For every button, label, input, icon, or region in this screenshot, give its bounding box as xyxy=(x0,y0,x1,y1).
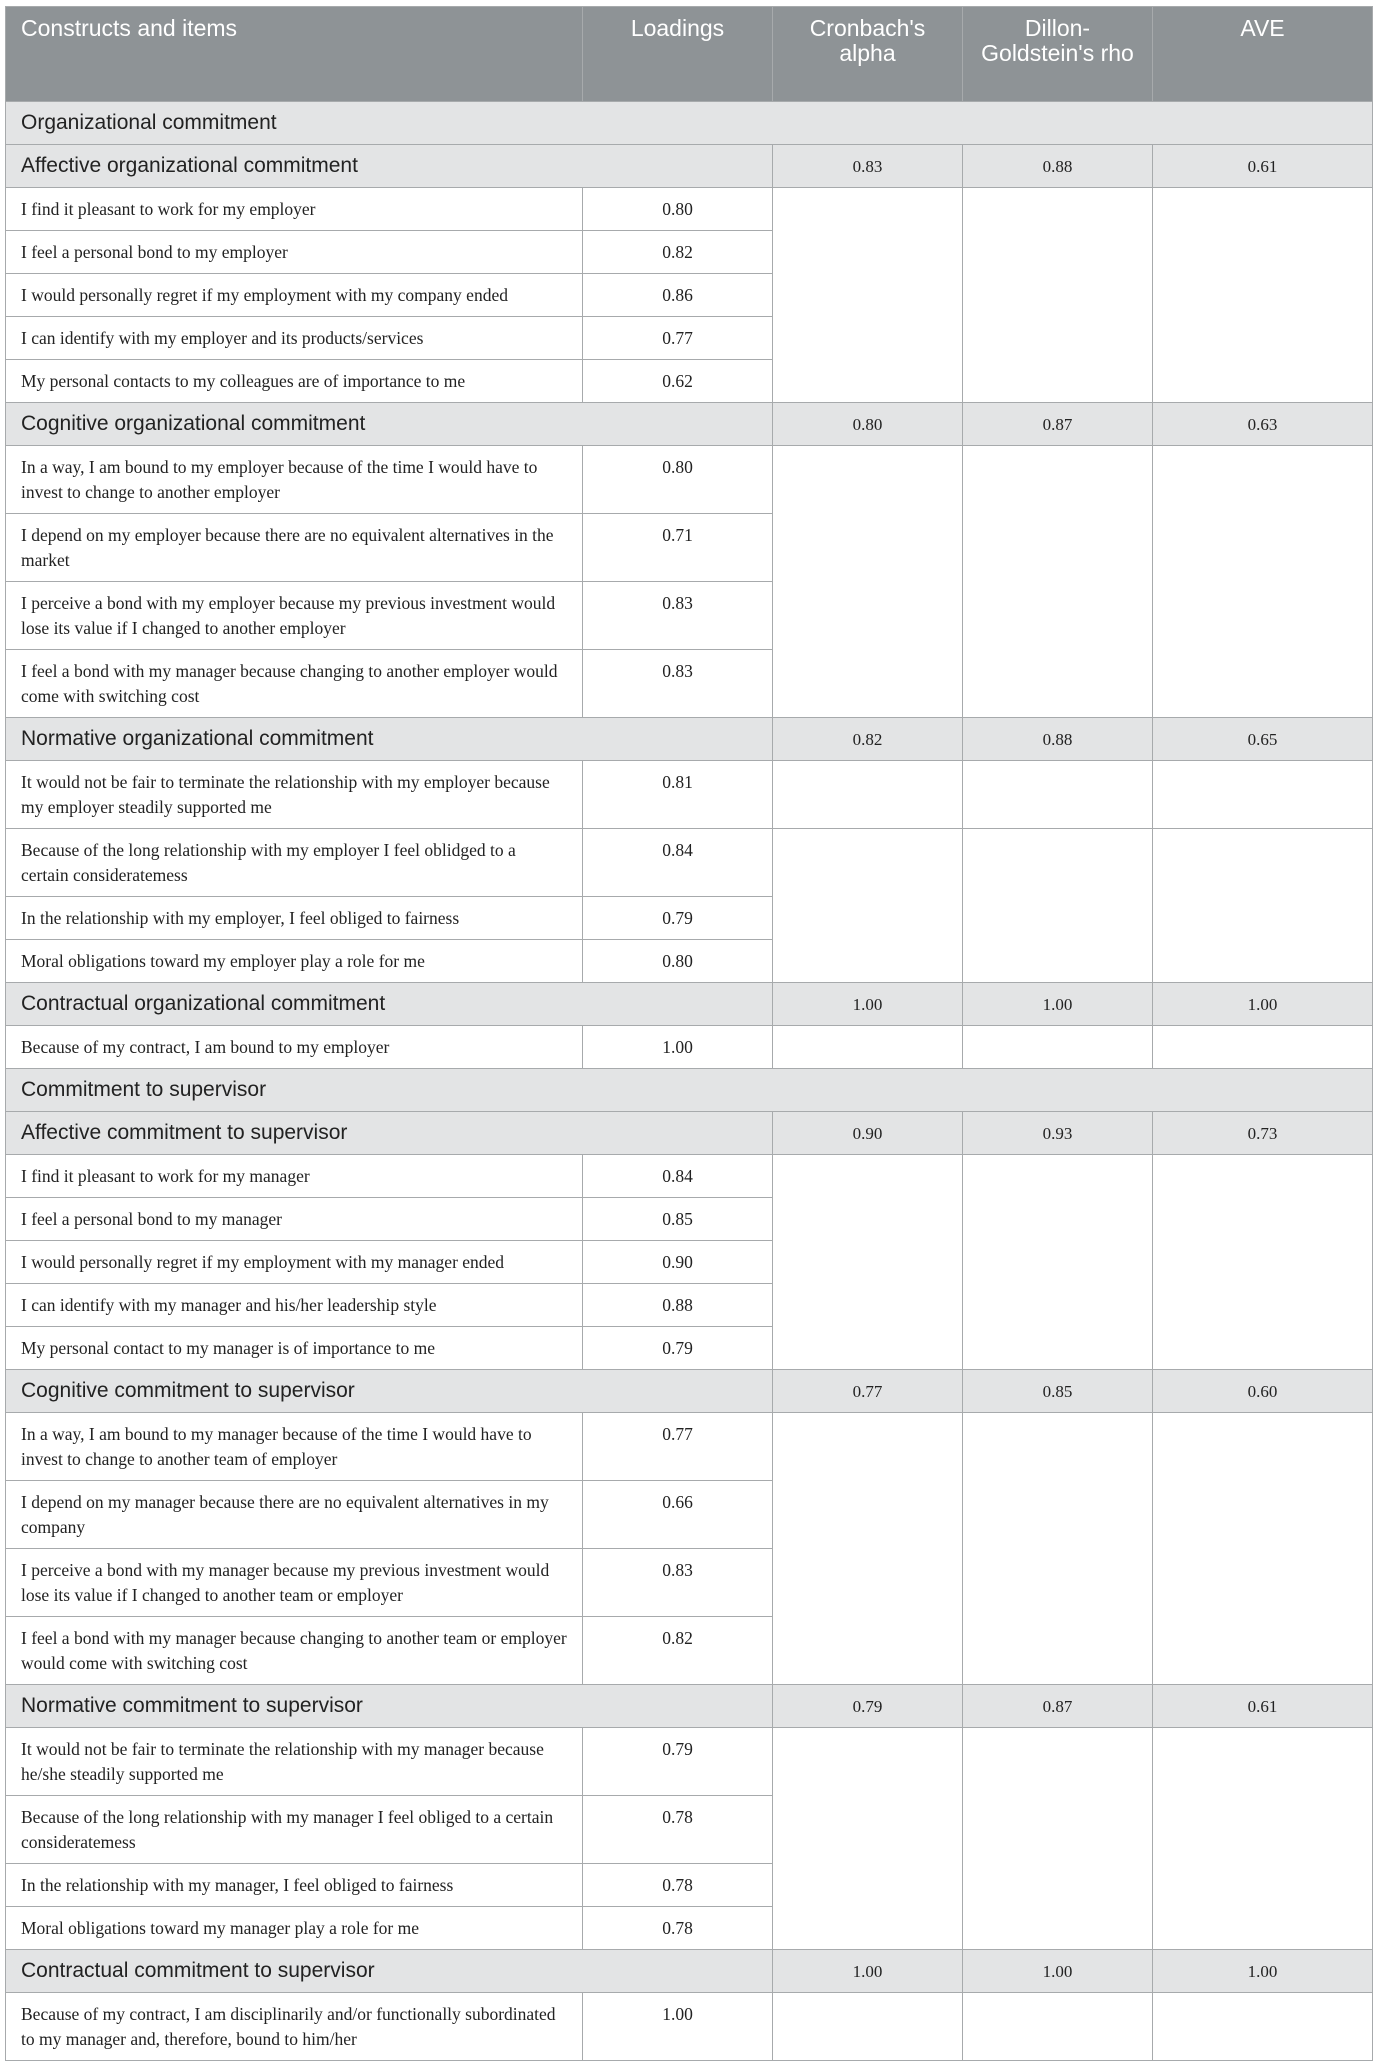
section-alpha: 0.80 xyxy=(773,403,963,446)
item-text: I depend on my manager because there are no equivalent alternatives in my company xyxy=(6,1481,583,1549)
empty-cell xyxy=(963,1413,1153,1685)
section-alpha: 0.77 xyxy=(773,1370,963,1413)
empty-cell xyxy=(773,1413,963,1685)
item-text: My personal contact to my manager is of importance to me xyxy=(6,1327,583,1370)
item-text: I perceive a bond with my employer because my previous investment would lose its value if I changed to another employer xyxy=(6,582,583,650)
empty-cell xyxy=(1153,1993,1373,2061)
item-text: In the relationship with my employer, I feel obliged to fairness xyxy=(6,897,583,940)
item-loading: 0.82 xyxy=(583,1617,773,1685)
empty-cell xyxy=(1153,1155,1373,1370)
empty-cell xyxy=(1153,188,1373,403)
section-row xyxy=(6,145,1373,188)
section-ave: 0.60 xyxy=(1153,1370,1373,1413)
item-loading: 0.83 xyxy=(583,1549,773,1617)
item-loading: 0.90 xyxy=(583,1241,773,1284)
item-loading: 0.84 xyxy=(583,1155,773,1198)
section-row xyxy=(6,1370,1373,1413)
item-row xyxy=(6,1413,1373,1481)
item-text: I can identify with my employer and its products/services xyxy=(6,317,583,360)
section-ave: 0.65 xyxy=(1153,718,1373,761)
empty-cell xyxy=(963,446,1153,718)
item-text: I feel a personal bond to my employer xyxy=(6,231,583,274)
item-text: Because of my contract, I am disciplinarily and/or functionally subordinated to my manager and, therefore, bound to him/her xyxy=(6,1993,583,2061)
item-text: My personal contacts to my colleagues are of importance to me xyxy=(6,360,583,403)
item-text: I feel a bond with my manager because changing to another employer would come with switching cost xyxy=(6,650,583,718)
item-text: In a way, I am bound to my manager because of the time I would have to invest to change to another team of employer xyxy=(6,1413,583,1481)
item-text: I would personally regret if my employment with my company ended xyxy=(6,274,583,317)
empty-cell xyxy=(773,761,963,829)
section-rho: 0.87 xyxy=(963,1685,1153,1728)
empty-cell xyxy=(963,1026,1153,1069)
section-title: Normative organizational commitment xyxy=(6,718,773,761)
section-row xyxy=(6,1112,1373,1155)
item-text: I find it pleasant to work for my manager xyxy=(6,1155,583,1198)
group-title: Commitment to supervisor xyxy=(6,1069,1373,1112)
section-alpha: 0.90 xyxy=(773,1112,963,1155)
section-ave: 0.61 xyxy=(1153,145,1373,188)
item-loading: 0.80 xyxy=(583,940,773,983)
section-rho: 0.85 xyxy=(963,1370,1153,1413)
item-loading: 0.78 xyxy=(583,1907,773,1950)
section-title: Contractual commitment to supervisor xyxy=(6,1950,773,1993)
item-loading: 0.84 xyxy=(583,829,773,897)
item-loading: 0.71 xyxy=(583,514,773,582)
item-text: I feel a bond with my manager because changing to another team or employer would come with switching cost xyxy=(6,1617,583,1685)
empty-cell xyxy=(773,1728,963,1950)
section-rho: 0.88 xyxy=(963,145,1153,188)
item-row xyxy=(6,761,1373,829)
item-text: It would not be fair to terminate the relationship with my employer because my employer steadily supported me xyxy=(6,761,583,829)
empty-cell xyxy=(963,761,1153,829)
section-title: Cognitive commitment to supervisor xyxy=(6,1370,773,1413)
reliability-table xyxy=(5,6,1373,2061)
empty-cell xyxy=(773,1026,963,1069)
section-alpha: 1.00 xyxy=(773,983,963,1026)
header-constructs: Constructs and items xyxy=(6,7,583,102)
empty-cell xyxy=(773,829,963,983)
item-loading: 0.86 xyxy=(583,274,773,317)
group-title: Organizational commitment xyxy=(6,102,1373,145)
empty-cell xyxy=(1153,761,1373,829)
empty-cell xyxy=(1153,1413,1373,1685)
section-alpha: 0.82 xyxy=(773,718,963,761)
item-loading: 0.83 xyxy=(583,582,773,650)
section-row xyxy=(6,1950,1373,1993)
item-row xyxy=(6,1155,1373,1198)
section-rho: 1.00 xyxy=(963,983,1153,1026)
item-text: I depend on my employer because there are no equivalent alternatives in the market xyxy=(6,514,583,582)
section-row xyxy=(6,1685,1373,1728)
section-row xyxy=(6,403,1373,446)
item-text: Because of my contract, I am bound to my employer xyxy=(6,1026,583,1069)
group-row xyxy=(6,1069,1373,1112)
empty-cell xyxy=(773,446,963,718)
item-text: It would not be fair to terminate the relationship with my manager because he/she steadily supported me xyxy=(6,1728,583,1796)
item-text: In a way, I am bound to my employer because of the time I would have to invest to change to another employer xyxy=(6,446,583,514)
header-loadings: Loadings xyxy=(583,7,773,102)
item-text: Because of the long relationship with my employer I feel oblidged to a certain consideratemess xyxy=(6,829,583,897)
section-rho: 0.87 xyxy=(963,403,1153,446)
section-title: Affective commitment to supervisor xyxy=(6,1112,773,1155)
section-rho: 0.93 xyxy=(963,1112,1153,1155)
item-loading: 0.78 xyxy=(583,1796,773,1864)
section-title: Affective organizational commitment xyxy=(6,145,773,188)
empty-cell xyxy=(963,1993,1153,2061)
group-row xyxy=(6,102,1373,145)
item-loading: 0.79 xyxy=(583,897,773,940)
empty-cell xyxy=(1153,1728,1373,1950)
item-text: Because of the long relationship with my manager I feel obliged to a certain consideratemess xyxy=(6,1796,583,1864)
item-row xyxy=(6,446,1373,514)
section-alpha: 1.00 xyxy=(773,1950,963,1993)
section-ave: 0.73 xyxy=(1153,1112,1373,1155)
empty-cell xyxy=(1153,829,1373,983)
item-row xyxy=(6,1993,1373,2061)
empty-cell xyxy=(963,1155,1153,1370)
item-loading: 0.77 xyxy=(583,1413,773,1481)
header-dillon-goldstein-rho: Dillon-Goldstein's rho xyxy=(963,7,1153,102)
section-rho: 0.88 xyxy=(963,718,1153,761)
item-text: In the relationship with my manager, I feel obliged to fairness xyxy=(6,1864,583,1907)
item-row xyxy=(6,1026,1373,1069)
item-text: Moral obligations toward my manager play a role for me xyxy=(6,1907,583,1950)
item-loading: 0.85 xyxy=(583,1198,773,1241)
item-loading: 0.62 xyxy=(583,360,773,403)
empty-cell xyxy=(773,1993,963,2061)
item-loading: 0.88 xyxy=(583,1284,773,1327)
section-alpha: 0.83 xyxy=(773,145,963,188)
header-row xyxy=(6,7,1373,102)
item-text: I would personally regret if my employment with my manager ended xyxy=(6,1241,583,1284)
item-loading: 0.79 xyxy=(583,1728,773,1796)
item-loading: 1.00 xyxy=(583,1993,773,2061)
item-loading: 0.83 xyxy=(583,650,773,718)
item-text: I can identify with my manager and his/her leadership style xyxy=(6,1284,583,1327)
section-row xyxy=(6,983,1373,1026)
section-ave: 0.63 xyxy=(1153,403,1373,446)
item-text: Moral obligations toward my employer play a role for me xyxy=(6,940,583,983)
empty-cell xyxy=(963,188,1153,403)
item-text: I find it pleasant to work for my employer xyxy=(6,188,583,231)
item-loading: 0.79 xyxy=(583,1327,773,1370)
empty-cell xyxy=(773,1155,963,1370)
item-loading: 0.66 xyxy=(583,1481,773,1549)
section-rho: 1.00 xyxy=(963,1950,1153,1993)
section-title: Contractual organizational commitment xyxy=(6,983,773,1026)
item-loading: 0.82 xyxy=(583,231,773,274)
section-alpha: 0.79 xyxy=(773,1685,963,1728)
item-loading: 0.81 xyxy=(583,761,773,829)
item-loading: 0.77 xyxy=(583,317,773,360)
empty-cell xyxy=(963,1728,1153,1950)
section-row xyxy=(6,718,1373,761)
empty-cell xyxy=(963,829,1153,983)
item-row xyxy=(6,1728,1373,1796)
item-text: I perceive a bond with my manager because my previous investment would lose its value if I changed to another team or employer xyxy=(6,1549,583,1617)
section-title: Normative commitment to supervisor xyxy=(6,1685,773,1728)
section-ave: 1.00 xyxy=(1153,1950,1373,1993)
item-row xyxy=(6,829,1373,897)
item-row xyxy=(6,188,1373,231)
item-loading: 0.78 xyxy=(583,1864,773,1907)
empty-cell xyxy=(773,188,963,403)
header-ave: AVE xyxy=(1153,7,1373,102)
item-loading: 1.00 xyxy=(583,1026,773,1069)
item-loading: 0.80 xyxy=(583,446,773,514)
section-ave: 1.00 xyxy=(1153,983,1373,1026)
section-ave: 0.61 xyxy=(1153,1685,1373,1728)
section-title: Cognitive organizational commitment xyxy=(6,403,773,446)
empty-cell xyxy=(1153,1026,1373,1069)
header-cronbach-alpha: Cronbach's alpha xyxy=(773,7,963,102)
empty-cell xyxy=(1153,446,1373,718)
item-text: I feel a personal bond to my manager xyxy=(6,1198,583,1241)
item-loading: 0.80 xyxy=(583,188,773,231)
